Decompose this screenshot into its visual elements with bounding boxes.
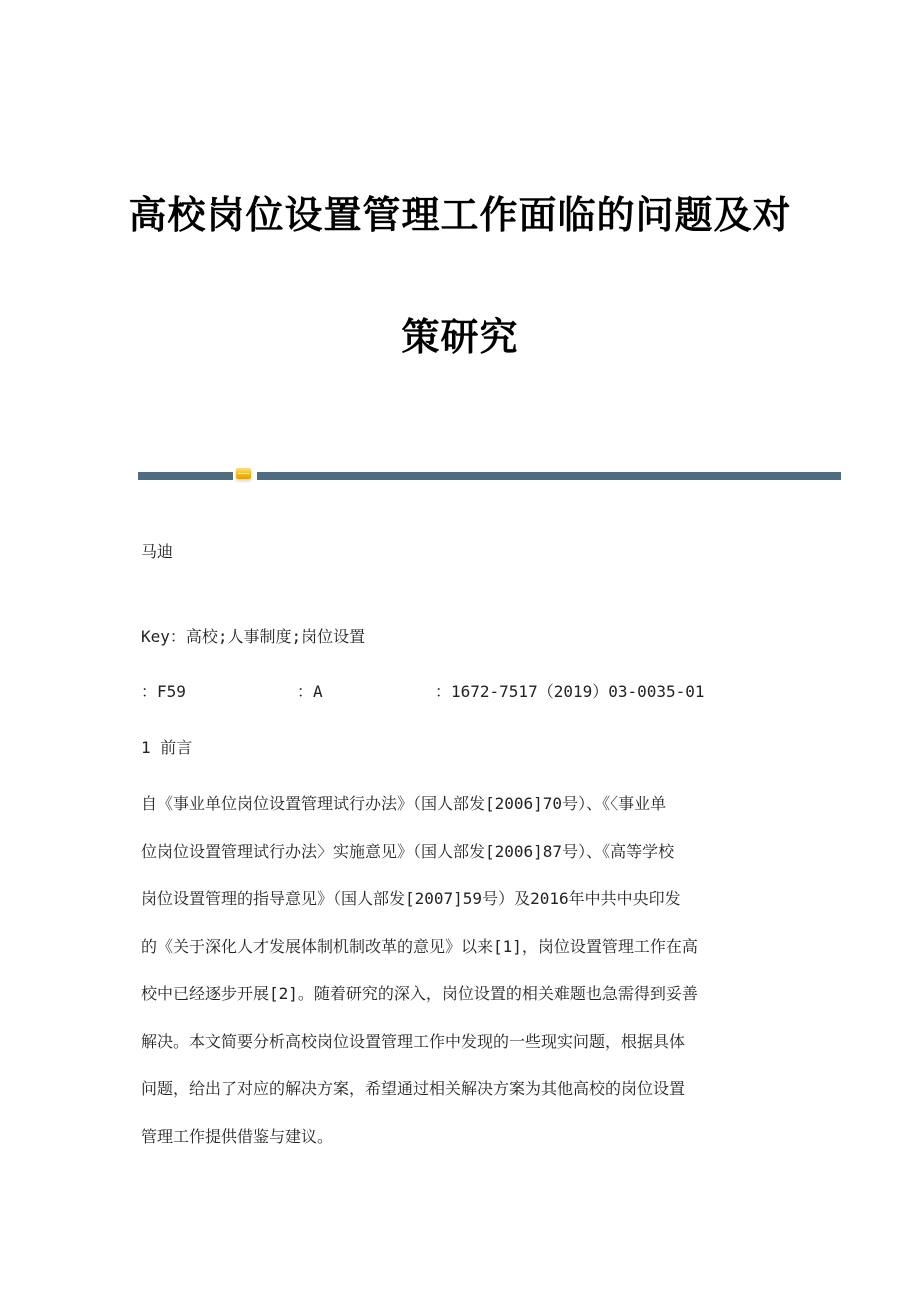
classification-number: ：F59 (141, 682, 186, 701)
document-code: ：A (297, 682, 323, 701)
divider-ornament-icon (236, 468, 251, 479)
paragraph-line: 岗位设置管理的指导意见》（国人部发[2007]59号）及2016年中共中央印发 (141, 889, 681, 908)
paragraph-line: 问题，给出了对应的解决方案，希望通过相关解决方案为其他高校的岗位设置 (141, 1079, 686, 1098)
section-heading: 1 前言 (141, 738, 193, 757)
paragraph-line: 位岗位设置管理试行办法〉实施意见》（国人部发[2006]87号）、《高等学校 (141, 841, 675, 861)
paragraph-line: 的《关于深化人才发展体制机制改革的意见》以来[1]，岗位设置管理工作在高 (141, 936, 698, 956)
paragraph-line: 解决。本文简要分析高校岗位设置管理工作中发现的一些现实问题，根据具体 (141, 1031, 686, 1051)
divider-bar-right (257, 472, 841, 480)
divider-bar-left (138, 472, 233, 480)
article-id: ：1672-7517（2019）03-0035-01 (435, 682, 705, 701)
document-title-line-2: 策研究 (401, 315, 519, 359)
title-divider (138, 471, 841, 481)
keywords: Key：高校;人事制度;岗位设置 (141, 627, 366, 646)
document-title-line-1: 高校岗位设置管理工作面临的问题及对 (128, 193, 792, 237)
author-name: 马迪 (141, 542, 174, 561)
paragraph-line: 管理工作提供借鉴与建议。 (141, 1126, 334, 1146)
paragraph-line: 校中已经逐步开展[2]。随着研究的深入，岗位设置的相关难题也急需得到妥善 (141, 984, 698, 1003)
body-paragraph (141, 796, 781, 1176)
paragraph-line: 自《事业单位岗位设置管理试行办法》（国人部发[2006]70号）、《〈事业单 (141, 794, 667, 813)
